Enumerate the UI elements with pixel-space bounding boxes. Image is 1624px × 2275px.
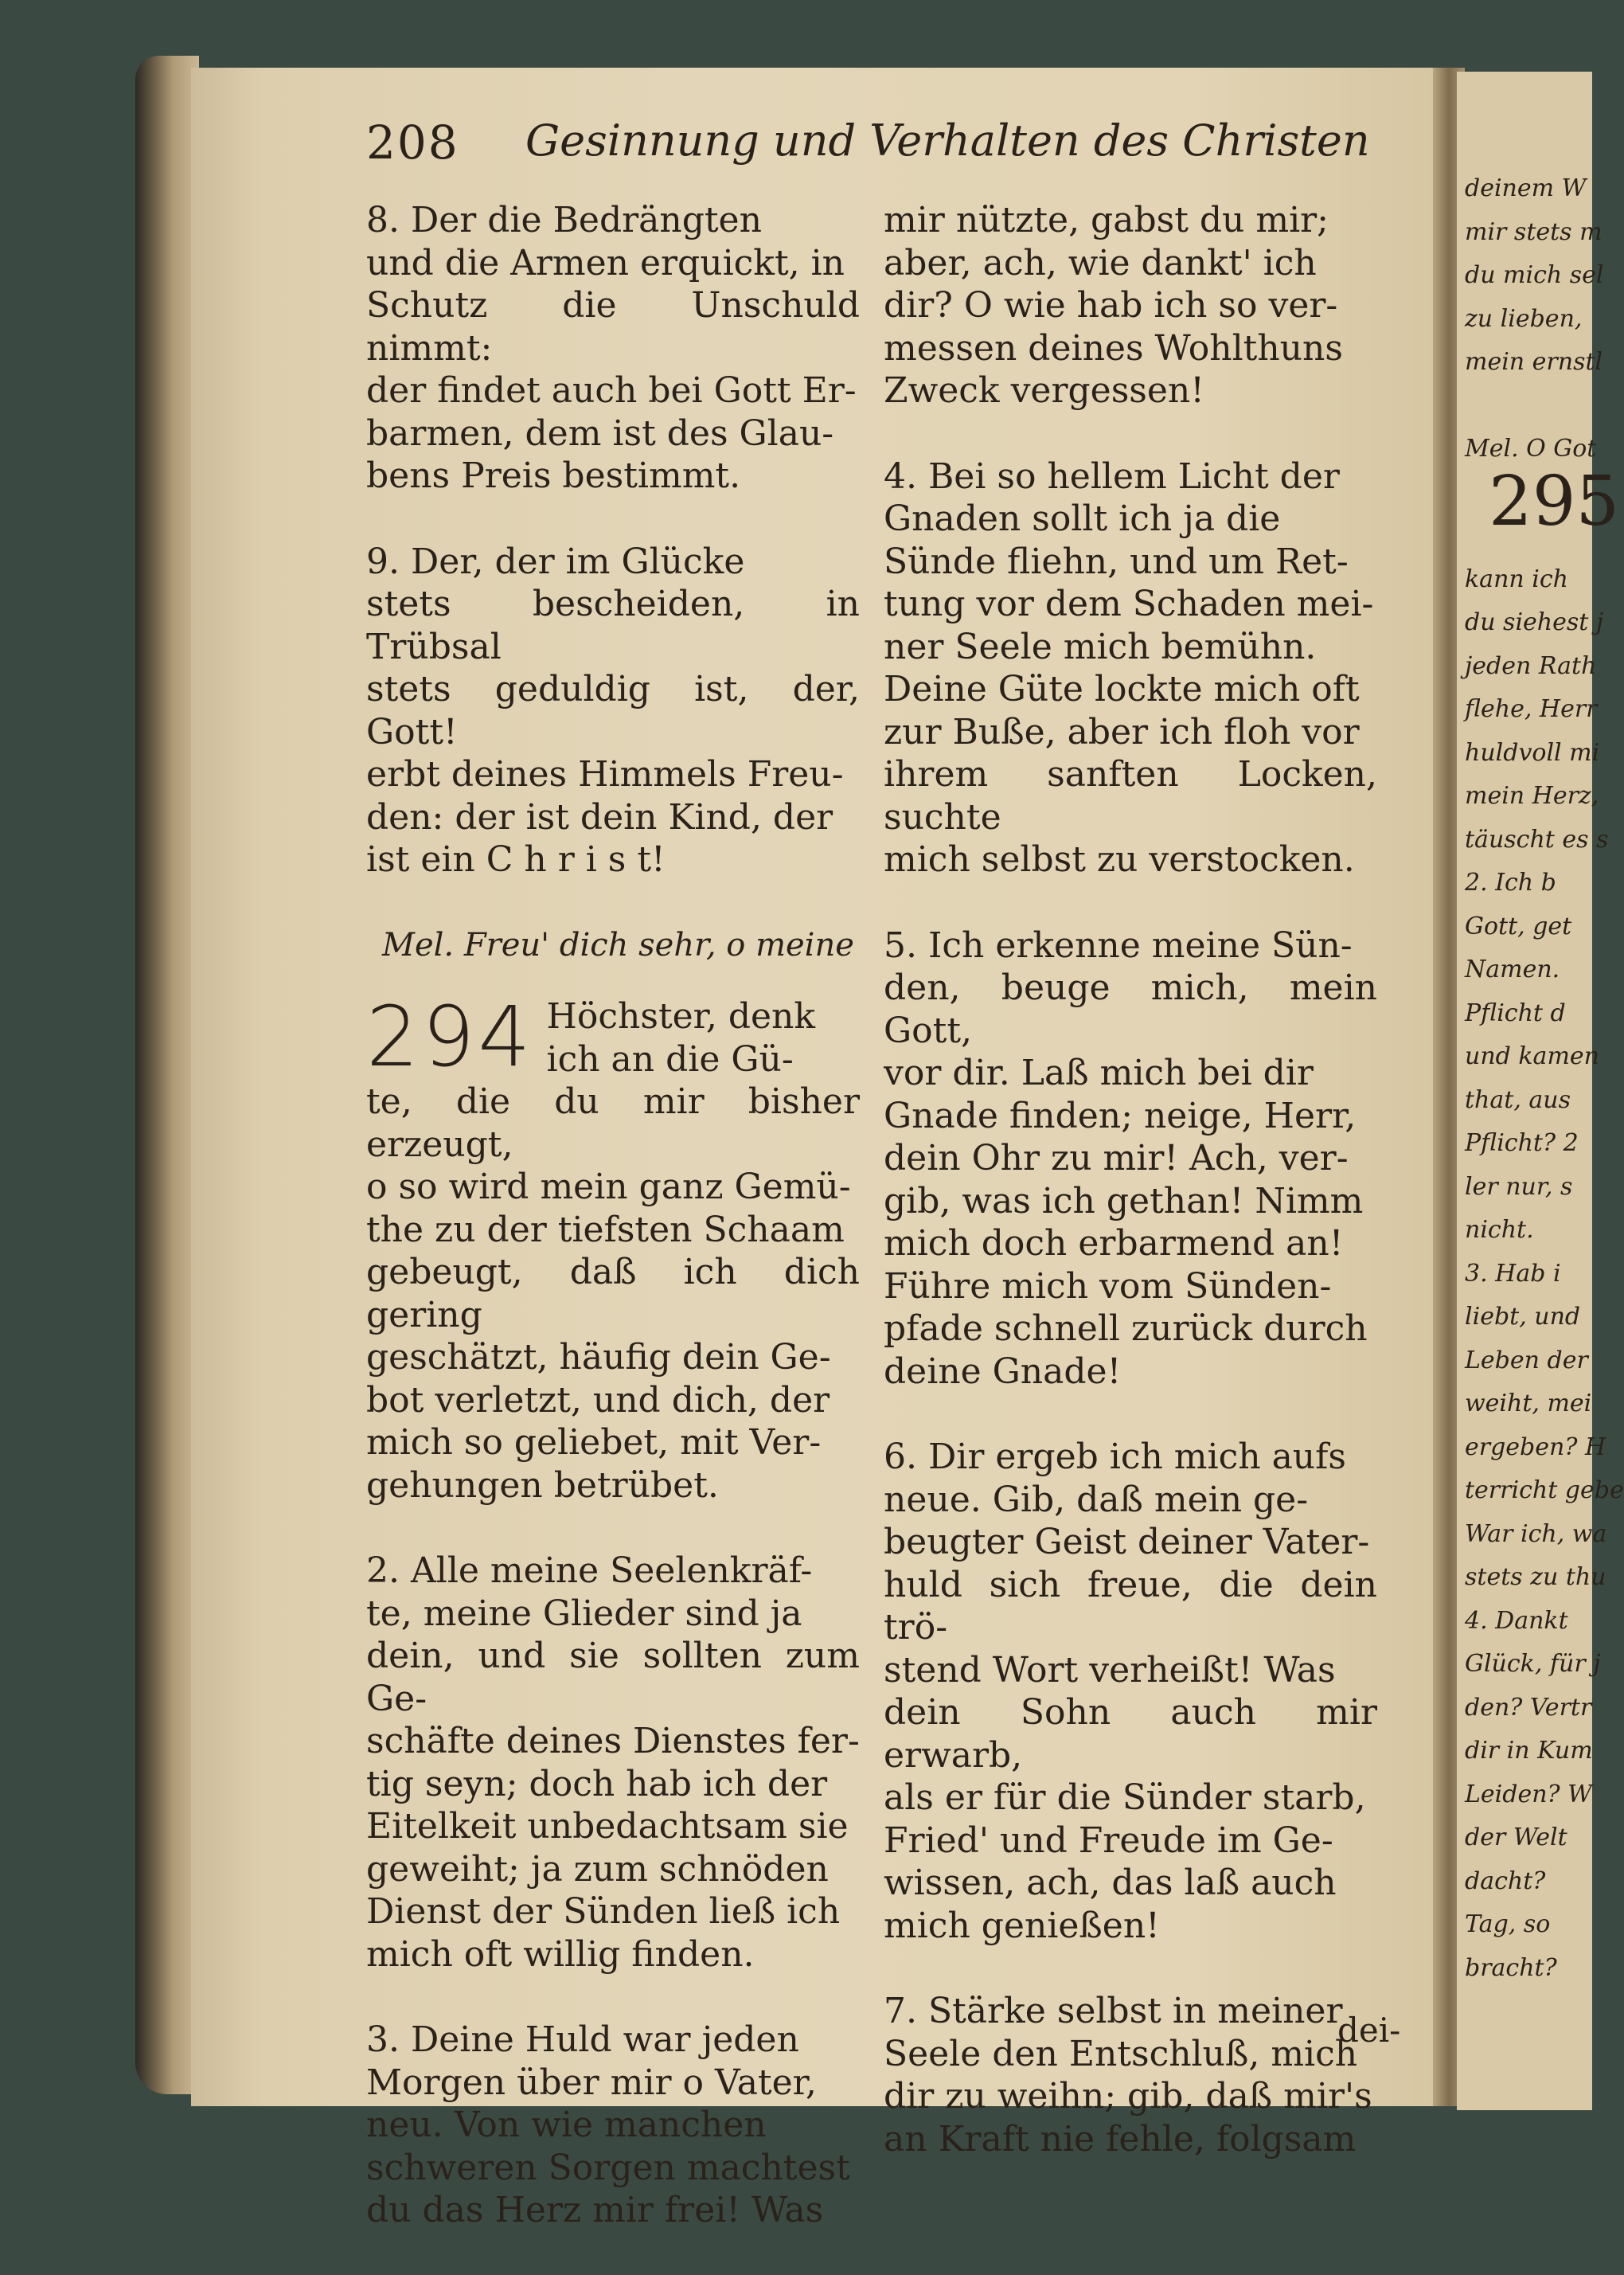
hymn-number: 294 <box>366 988 534 1085</box>
hymn-verse-text: Höchster, denk ich an die Gü- te, die du mir bisher erzeugt, o so wird mein ganz Gemü- the zu der tiefsten Schaam gebeugt, daß ich dich gering geschätzt, häufig dein Ge- bot verletzt, und dich, der mich so geliebet, mit Ver- gehungen betrübet. <box>366 996 860 1506</box>
next-page-lines: deinem W mir stets m du mich sel zu lieben, mein ernstl Mel. O Got kann ich du siehest j jeden Rath flehe, Herr huldvoll mi mein Herz, täuscht es s 2. Ich b Gott, get Namen. Pflicht d und kamen that, aus Pflicht? 2 ler nur, s nicht. 3. Hab i liebt, und Leben der weiht, mei ergeben? H terricht gebe War ich, wa stets zu thu 4. Dankt Glück, für j den? Vertr dir in Kum Leiden? W der Welt dacht? Tag, so bracht? <box>1465 174 1624 1982</box>
verse-8: 8. Der die Bedrängten und die Armen erquickt, in Schutz die Unschuld nimmt: der findet auch bei Gott Er- barmen, dem ist des Glau- bens Preis bestimmt. <box>366 200 860 496</box>
running-title: Gesinnung und Verhalten des Christen <box>525 115 1370 166</box>
verse-7: 7. Stärke selbst in meiner Seele den Entschluß, mich dir zu weihn; gib, daß mir's an Kraft nie fehle, folgsam <box>884 1991 1372 2160</box>
melody-line: Mel. Freu' dich sehr, o meine <box>382 926 854 964</box>
page-number: 208 <box>366 115 459 170</box>
verse-4: 4. Bei so hellem Licht der Gnaden sollt ich ja die Sünde fliehn, und um Ret- tung vor dem Schaden mei- ner Seele mich bemühn. Deine Güte lockte mich oft zur Buße, aber ich floh vor ihrem sanften Locken, suchte mich selbst zu verstocken. <box>884 455 1377 880</box>
book-page-edges <box>135 56 199 2094</box>
verse-3-continued: mir nützte, gabst du mir; aber, ach, wie dankt' ich dir? O wie hab ich so ver- messen deines Wohlthuns Zweck vergessen! <box>884 200 1343 411</box>
book-page <box>191 68 1441 2230</box>
hymn-294-verse-1 <box>366 988 860 1507</box>
next-page-hymn-number: 295 <box>1489 462 1620 541</box>
verse-5: 5. Ich erkenne meine Sün- den, beuge mich, mein Gott, vor dir. Laß mich bei dir Gnade finden; neige, Herr, dein Ohr zu mir! Ach, ver- gib, was ich gethan! Nimm mich doch erbarmend an! Führe mich vom Sünden- pfade schnell zurück durch deine Gnade! <box>884 924 1377 1392</box>
verse-6: 6. Dir ergeb ich mich aufs neue. Gib, daß mein ge- beugter Geist deiner Vater- huld sich freue, die dein trö- stend Wort verheißt! Was dein Sohn auch mir erwarb, als er für die Sünder starb, Fried' und Freude im Ge- wissen, ach, das laß auch mich genießen! <box>884 1437 1377 1946</box>
verse-2: 2. Alle meine Seelenkräf- te, meine Glieder sind ja dein, und sie sollten zum Ge- schäfte deines Dienstes fer- tig seyn; doch hab ich der Eitelkeit unbedachtsam sie geweiht; ja zum schnöden Dienst der Sünden ließ ich mich oft willig finden. <box>366 1550 860 1975</box>
next-page-fragment <box>1457 72 1624 2110</box>
verse-3: 3. Deine Huld war jeden Morgen über mir o Vater, neu. Von wie manchen schweren Sorgen machtest du das Herz mir frei! Was <box>366 2019 850 2230</box>
left-column <box>366 199 860 2275</box>
catchword: dei- <box>1337 2011 1401 2050</box>
page-header <box>366 100 1441 187</box>
right-column <box>884 199 1377 2203</box>
verse-9: 9. Der, der im Glücke stets bescheiden, in Trübsal stets geduldig ist, der, Gott! erbt deines Himmels Freu- den: der ist dein Kind, der ist ein C h r i s t! <box>366 541 860 880</box>
